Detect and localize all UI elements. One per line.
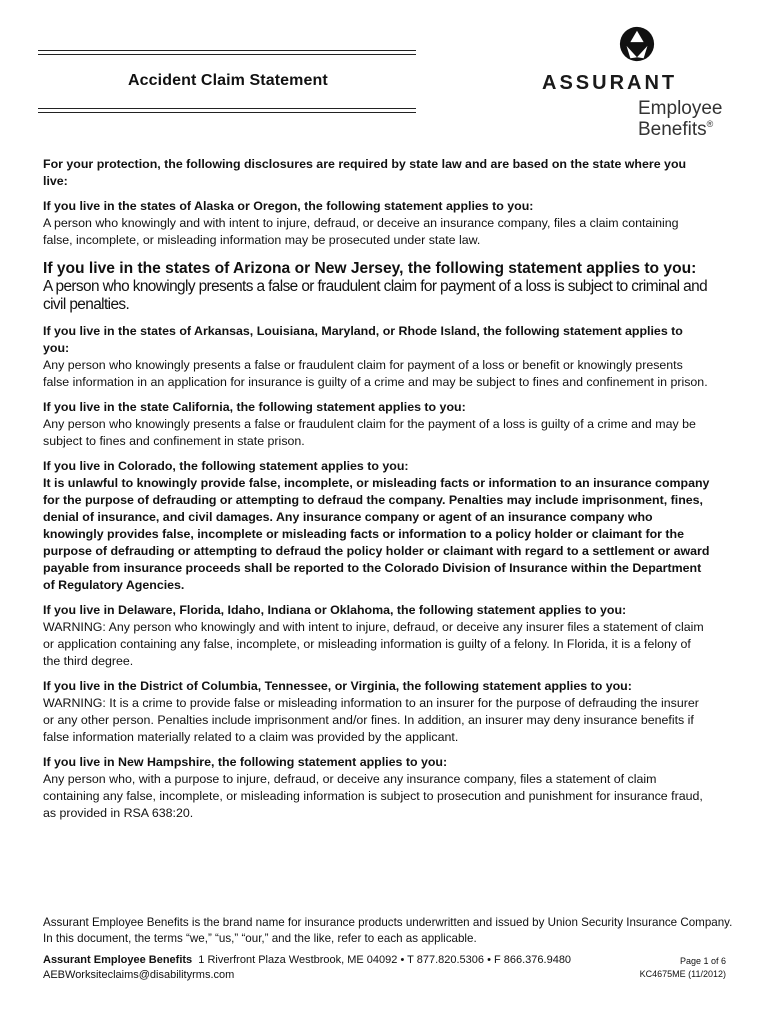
header-rule-top — [38, 50, 416, 58]
section-heading: If you live in Colorado, the following statement applies to you: — [43, 459, 409, 473]
section-heading: If you live in the states of Arkansas, Louisiana, Maryland, or Rhode Island, the following statement applies to you: — [43, 324, 683, 355]
header-rule-bottom — [38, 108, 416, 116]
section-body: A person who knowingly presents a false or fraudulent claim for payment of a loss is subject to criminal and civil penalties. — [43, 278, 708, 313]
footer-email: AEBWorksiteclaims@disabilityrms.com — [43, 969, 235, 981]
intro-text: For your protection, the following disclosures are required by state law and are based on the state where you live: — [43, 157, 687, 188]
footer-note: Assurant Employee Benefits is the brand name for insurance products underwritten and issued by Union Security Insurance Company. In this document, the terms “we,” “us,” “our,” and the like, refer to each as applicable. — [43, 916, 733, 945]
section-body: A person who knowingly and with intent to injure, defraud, or deceive an insurance company, files a claim containing false, incomplete, or misleading information may be prosecuted under state law. — [43, 216, 679, 247]
section-body: WARNING: Any person who knowingly and with intent to injure, defraud, or deceive any insurer files a statement of claim or application containing any false, incomplete, or misleading information is guilty of a felony. In Florida, it is a felony of the third degree. — [43, 620, 704, 668]
section-heading: If you live in the state California, the following statement applies to you: — [43, 400, 466, 414]
footer-address: 1 Riverfront Plaza Westbrook, ME 04092 • T 877.820.5306 • F 866.376.9480 — [198, 954, 572, 966]
footer-contact — [43, 953, 571, 983]
page-info — [640, 955, 726, 981]
brand-name: ASSURANT — [542, 72, 678, 94]
section-heading: If you live in the states of Arizona or New Jersey, the following statement applies to you: — [43, 260, 697, 277]
assurant-logo-icon — [618, 25, 656, 63]
footer-company: Assurant Employee Benefits — [43, 954, 193, 966]
section-heading: If you live in the District of Columbia, Tennessee, or Virginia, the following statement applies to you: — [43, 679, 632, 693]
form-code: KC4675ME (11/2012) — [639, 969, 726, 979]
assurant-logo — [540, 20, 740, 140]
page-title: Accident Claim Statement — [128, 72, 328, 89]
section-body: Any person who knowingly presents a false or fraudulent claim for payment of a loss or benefit or knowingly presents false information in an application for insurance is guilty of a crime and may be subject to fines and confinement in prison. — [43, 358, 708, 389]
brand-sub-benefits: Benefits® — [638, 119, 714, 140]
section-body: Any person who knowingly presents a false or fraudulent claim for the payment of a loss is guilty of a crime and may be subject to fines and confinement in state prison. — [43, 417, 696, 448]
disclosure-content — [43, 156, 711, 822]
section-heading: If you live in New Hampshire, the following statement applies to you: — [43, 755, 448, 769]
section-heading: If you live in the states of Alaska or Oregon, the following statement applies to you: — [43, 199, 534, 213]
section-body: Any person who, with a purpose to injure, defraud, or deceive any insurance company, files a statement of claim containing any false, incomplete, or misleading information is subject to prosecution and punishment for insurance fraud, as provided in RSA 638:20. — [43, 772, 703, 820]
brand-sub-employee: Employee — [638, 98, 723, 119]
section-heading: If you live in Delaware, Florida, Idaho, Indiana or Oklahoma, the following statement applies to you: — [43, 603, 627, 617]
section-body: WARNING: It is a crime to provide false or misleading information to an insurer for the purpose of defrauding the insurer or any other person. Penalties include imprisonment and/or fines. In addition, an insurer may deny insurance benefits if false information materially related to a claim was provided by the applicant. — [43, 696, 699, 744]
registered-mark: ® — [706, 119, 714, 129]
section-body: It is unlawful to knowingly provide false, incomplete, or misleading facts or information to an insurance company for the purpose of defrauding or attempting to defraud the company. Penalties may include imprisonment, fines, denial of insurance, and civil damages. Any insurance company or agent of an insurance company who knowingly provides false, incomplete or misleading facts or information to a policy holder or claimant for the purpose of defrauding or attempting to defraud the policy holder or claimant with regard to a settlement or award payable from insurance proceeds shall be reported to the Colorado Division of Insurance within the Department of Regulatory Agencies. — [43, 476, 710, 592]
page-number: Page 1 of 6 — [679, 956, 726, 966]
